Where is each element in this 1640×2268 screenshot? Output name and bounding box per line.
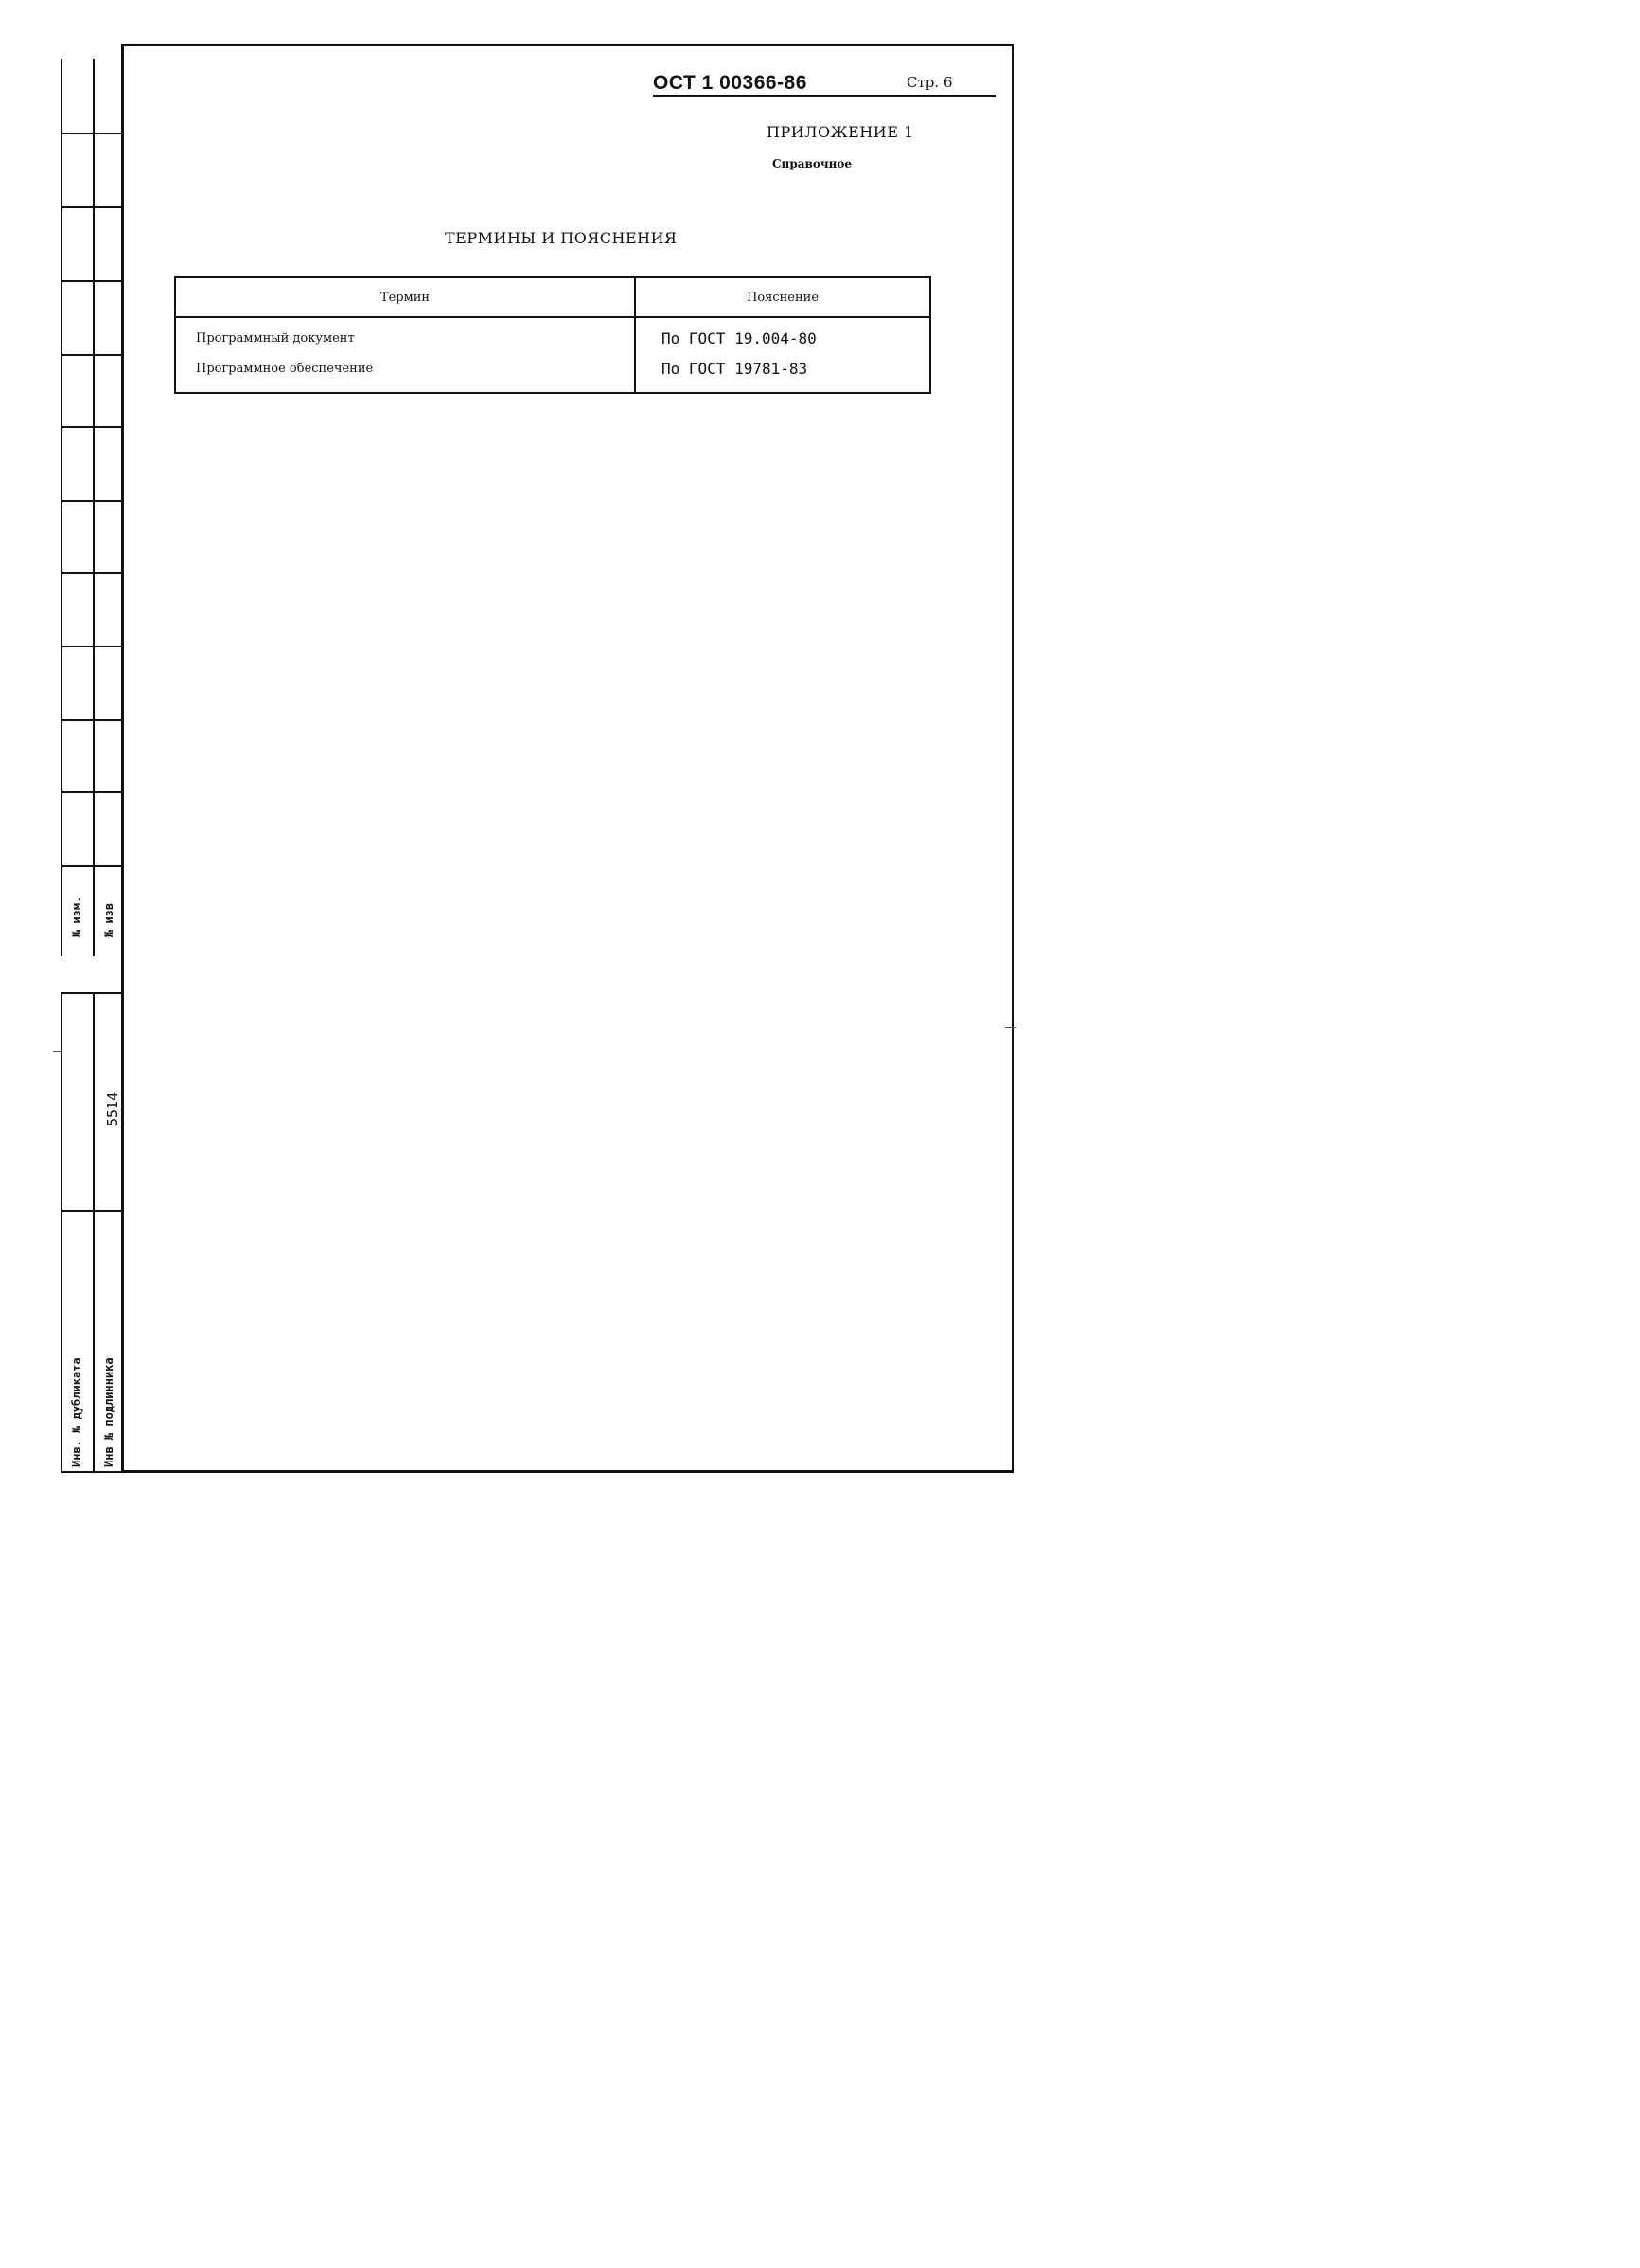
scan-mark [53, 1051, 61, 1052]
margin-stamp-row [61, 646, 123, 647]
page-frame [121, 44, 1014, 1473]
explanation-text: По ГОСТ 19781-83 [661, 360, 808, 378]
margin-stamp-row [61, 791, 123, 793]
margin-stamp-row [61, 206, 123, 208]
margin-stamp-row [61, 426, 123, 428]
section-title: ТЕРМИНЫ И ПОЯСНЕНИЯ [445, 229, 678, 247]
margin-stamp-divider [93, 59, 95, 1473]
margin-stamp-row [61, 500, 123, 502]
scan-mark [1005, 1027, 1016, 1028]
table-header-row [175, 277, 930, 317]
column-header-explanation: Пояснение [635, 277, 930, 317]
margin-stamp-row [61, 280, 123, 282]
margin-stamp-row [61, 865, 123, 867]
document-code: ОСТ 1 00366-86 [653, 72, 807, 94]
stamp-label-original-inv: Инв № подлинника [102, 1357, 115, 1467]
margin-stamp-gap [61, 956, 121, 994]
page-number: Стр. 6 [907, 74, 953, 91]
stamp-label-change-no: № изм. [70, 895, 83, 937]
explanation-text: По ГОСТ 19.004-80 [661, 329, 817, 347]
stamp-label-notice-no: № изв [102, 902, 115, 937]
margin-stamp-row [61, 133, 123, 134]
inventory-number: 5514 [104, 1091, 121, 1126]
margin-stamp-row [61, 719, 123, 721]
table-row [175, 317, 930, 393]
terms-table [174, 276, 931, 394]
margin-stamp-row [61, 572, 123, 574]
margin-stamp-row [61, 992, 123, 994]
margin-stamp-block [61, 59, 123, 1473]
header-rule [653, 95, 996, 97]
appendix-title: ПРИЛОЖЕНИЕ 1 [767, 123, 914, 141]
term-cell [175, 317, 635, 393]
term-text: Программное обеспечение [196, 362, 374, 376]
stamp-label-duplicate-inv: Инв. № дубликата [70, 1357, 83, 1467]
margin-stamp-row [61, 1210, 123, 1212]
margin-stamp-row [61, 354, 123, 356]
column-header-term: Термин [175, 277, 635, 317]
term-text: Программный документ [196, 331, 355, 346]
appendix-subtitle: Справочное [772, 157, 853, 170]
explanation-cell [635, 317, 930, 393]
